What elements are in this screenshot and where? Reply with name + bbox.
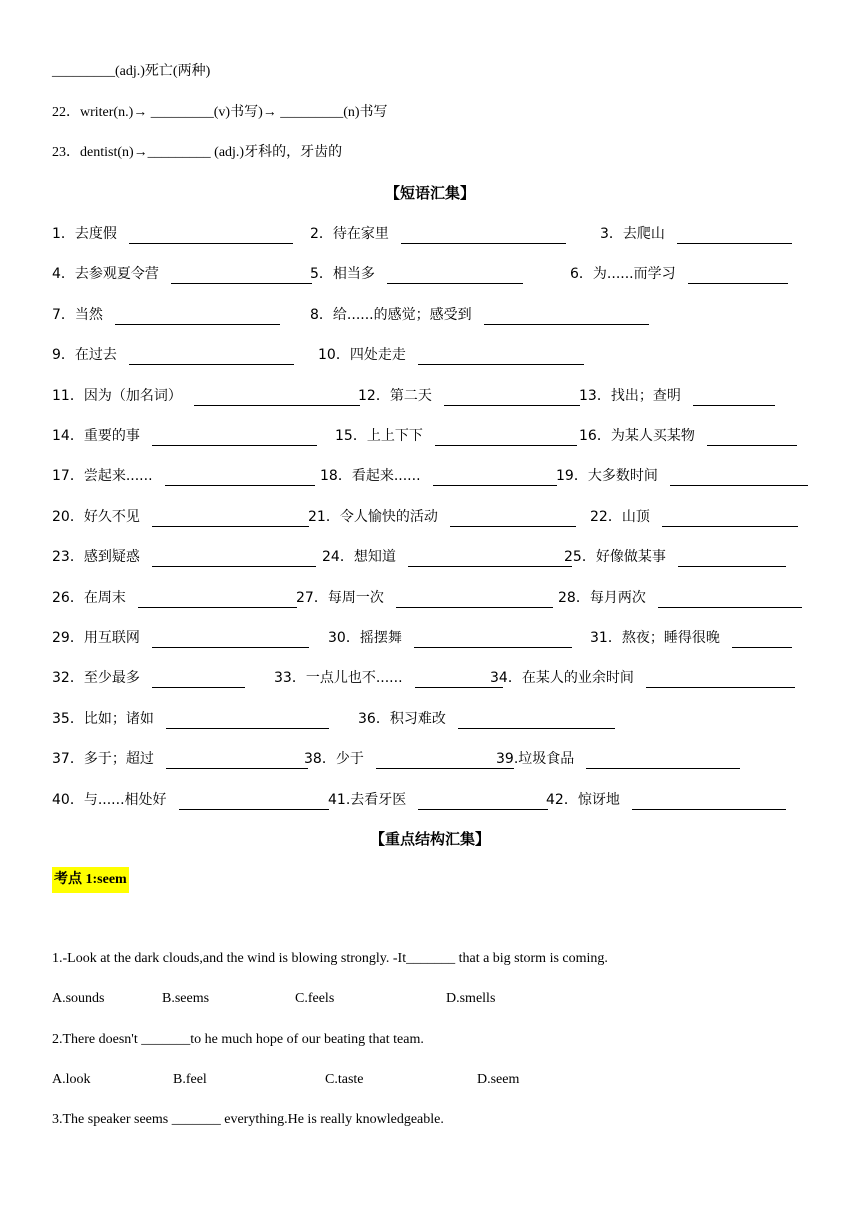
phrase-item bbox=[52, 507, 309, 527]
answer-blank[interactable] bbox=[433, 470, 557, 486]
phrase-text: 相当多 bbox=[332, 266, 375, 283]
phrase-text: 山顶 bbox=[621, 508, 650, 525]
phrase-number: 14． bbox=[52, 428, 84, 444]
phrase-text: 在周末 bbox=[83, 589, 126, 606]
answer-blank[interactable] bbox=[632, 794, 786, 810]
answer-blank[interactable] bbox=[670, 470, 808, 486]
phrase-number: 9． bbox=[52, 347, 75, 364]
phrase-text: 当然 bbox=[74, 306, 103, 323]
phrase-item bbox=[52, 386, 360, 406]
answer-blank[interactable] bbox=[376, 753, 514, 769]
phrase-text: 少于 bbox=[335, 751, 364, 768]
answer-blank[interactable] bbox=[387, 268, 523, 284]
answer-blank[interactable] bbox=[688, 268, 788, 284]
phrase-text: 多于；超过 bbox=[83, 751, 154, 768]
blank: _________ bbox=[52, 64, 115, 79]
phrase-item bbox=[335, 426, 577, 446]
phrase-item bbox=[310, 224, 566, 244]
phrase-number: 7． bbox=[52, 306, 75, 323]
phrase-item bbox=[590, 507, 798, 527]
phrase-item bbox=[579, 426, 797, 446]
phrase-row bbox=[52, 709, 797, 729]
phrase-text: 去看牙医 bbox=[350, 791, 407, 808]
phrase-item bbox=[496, 749, 740, 769]
phrase-text: 每周一次 bbox=[327, 589, 384, 606]
phrase-item bbox=[274, 668, 503, 688]
phrase-row bbox=[52, 547, 797, 567]
answer-blank[interactable] bbox=[129, 228, 293, 244]
phrase-item bbox=[310, 305, 649, 325]
phrase-item bbox=[322, 547, 572, 567]
phrase-row bbox=[52, 588, 797, 608]
answer-blank[interactable] bbox=[678, 551, 786, 567]
phrase-row bbox=[52, 305, 797, 325]
question-1-option-c: C.feels bbox=[295, 991, 335, 1006]
answer-blank[interactable] bbox=[152, 672, 245, 688]
answer-blank[interactable] bbox=[194, 390, 360, 406]
phrase-number: 4． bbox=[52, 266, 75, 283]
answer-blank[interactable] bbox=[414, 632, 572, 648]
phrase-item bbox=[304, 749, 514, 769]
question-2-stem: 2.There doesn't _______to he much hope of our beating that team. bbox=[52, 1032, 424, 1047]
phrase-number: 20． bbox=[52, 508, 84, 525]
phrase-number: 12． bbox=[358, 387, 390, 404]
phrase-heading: 【短语汇集】 bbox=[384, 184, 475, 202]
phrase-text: 为......而学习 bbox=[592, 266, 676, 283]
phrase-text: 用互联网 bbox=[83, 630, 140, 646]
question-1-option-d: D.smells bbox=[446, 991, 496, 1006]
phrase-text: 为某人买某物 bbox=[610, 428, 695, 444]
structure-heading: 【重点结构汇集】 bbox=[369, 830, 490, 848]
question-2-option-c: C.taste bbox=[325, 1072, 364, 1087]
answer-blank[interactable] bbox=[166, 713, 329, 729]
phrase-item bbox=[558, 588, 802, 608]
phrase-row bbox=[52, 749, 797, 769]
phrase-row bbox=[52, 628, 797, 648]
phrase-text: 看起来...... bbox=[351, 468, 421, 485]
answer-blank[interactable] bbox=[115, 309, 280, 325]
answer-blank[interactable] bbox=[418, 349, 584, 365]
phrase-number: 11． bbox=[52, 387, 84, 404]
phrase-number: 6． bbox=[570, 266, 593, 283]
answer-blank[interactable] bbox=[586, 753, 740, 769]
answer-blank[interactable] bbox=[707, 430, 797, 446]
phrase-item bbox=[52, 709, 329, 729]
phrase-item bbox=[328, 790, 548, 810]
phrase-item bbox=[52, 224, 293, 244]
answer-blank[interactable] bbox=[179, 794, 329, 810]
phrase-item bbox=[590, 628, 792, 648]
phrase-text: 好久不见 bbox=[83, 508, 140, 525]
phrase-row bbox=[52, 264, 797, 284]
phrase-text: 一点儿也不...... bbox=[305, 670, 403, 687]
phrase-item bbox=[308, 507, 576, 527]
phrase-text: 想知道 bbox=[353, 549, 396, 566]
phrase-item bbox=[328, 628, 572, 648]
phrase-row bbox=[52, 507, 797, 527]
question-1-option-a: A.sounds bbox=[52, 991, 105, 1006]
phrase-number: 38． bbox=[304, 751, 336, 768]
phrase-item bbox=[579, 386, 775, 406]
phrase-text: 上上下下 bbox=[366, 428, 423, 444]
answer-blank[interactable] bbox=[152, 430, 317, 446]
phrase-item bbox=[490, 668, 795, 688]
answer-blank[interactable] bbox=[152, 511, 309, 527]
phrase-item bbox=[52, 790, 329, 810]
phrase-text: 熬夜；睡得很晚 bbox=[621, 630, 720, 646]
answer-blank[interactable] bbox=[484, 309, 649, 325]
phrase-text: 待在家里 bbox=[332, 226, 389, 242]
phrase-number: 39. bbox=[496, 751, 519, 768]
answer-blank[interactable] bbox=[152, 632, 309, 648]
phrase-text: 大多数时间 bbox=[587, 468, 658, 485]
answer-blank[interactable] bbox=[401, 228, 566, 244]
phrase-number: 34． bbox=[490, 670, 522, 687]
phrase-text: 垃圾食品 bbox=[518, 751, 575, 768]
phrase-number: 41. bbox=[328, 791, 351, 808]
answer-blank[interactable] bbox=[444, 390, 580, 406]
phrase-number: 1． bbox=[52, 226, 75, 242]
phrase-text: 四处走走 bbox=[349, 347, 406, 364]
phrase-number: 26． bbox=[52, 589, 84, 606]
phrase-row bbox=[52, 466, 797, 486]
phrase-item bbox=[52, 668, 245, 688]
phrase-item bbox=[52, 547, 316, 567]
question-2-option-d: D.seem bbox=[477, 1072, 520, 1087]
question-1-option-b: B.seems bbox=[162, 991, 210, 1006]
answer-blank[interactable] bbox=[152, 551, 316, 567]
phrase-text: 惊讶地 bbox=[577, 791, 620, 808]
phrase-text: 与......相处好 bbox=[83, 791, 167, 808]
phrase-text: 第二天 bbox=[389, 387, 432, 404]
answer-blank[interactable] bbox=[129, 349, 294, 365]
answer-blank[interactable] bbox=[458, 713, 615, 729]
phrase-item bbox=[546, 790, 786, 810]
phrase-text: 感到疑惑 bbox=[83, 549, 140, 566]
phrase-item bbox=[358, 709, 615, 729]
answer-blank[interactable] bbox=[396, 592, 553, 608]
phrase-row bbox=[52, 668, 797, 688]
phrase-item bbox=[556, 466, 808, 486]
phrase-item bbox=[52, 466, 315, 486]
phrase-item bbox=[296, 588, 553, 608]
phrase-number: 28． bbox=[558, 589, 590, 606]
phrase-number: 15． bbox=[335, 428, 367, 444]
phrase-item bbox=[52, 264, 312, 284]
answer-blank[interactable] bbox=[418, 794, 548, 810]
phrase-row bbox=[52, 224, 797, 244]
answer-blank[interactable] bbox=[165, 470, 315, 486]
phrase-number: 29． bbox=[52, 630, 84, 646]
phrase-number: 35． bbox=[52, 710, 84, 727]
question-1-stem: 1.-Look at the dark clouds,and the wind is blowing strongly. -It_______ that a big storm is coming. bbox=[52, 951, 608, 966]
phrase-text: 因为（加名词） bbox=[83, 387, 182, 404]
phrase-item bbox=[570, 264, 788, 284]
phrase-number: 25． bbox=[564, 549, 596, 566]
phrase-number: 8． bbox=[310, 306, 333, 323]
answer-blank[interactable] bbox=[450, 511, 576, 527]
phrase-number: 31． bbox=[590, 630, 622, 646]
phrase-number: 5． bbox=[310, 266, 333, 283]
phrase-text: 去度假 bbox=[74, 226, 117, 242]
phrase-number: 40． bbox=[52, 791, 84, 808]
phrase-number: 27． bbox=[296, 589, 328, 606]
phrase-text: 去爬山 bbox=[622, 226, 665, 242]
phrase-text: 在某人的业余时间 bbox=[521, 670, 634, 687]
answer-blank[interactable] bbox=[646, 672, 795, 688]
top-line-1: _________(adj.)死亡(两种) bbox=[52, 64, 211, 79]
phrase-number: 19． bbox=[556, 468, 588, 485]
answer-blank[interactable] bbox=[662, 511, 798, 527]
phrase-item bbox=[600, 224, 792, 244]
phrase-number: 36． bbox=[358, 710, 390, 727]
phrase-item bbox=[318, 345, 584, 365]
answer-blank[interactable] bbox=[408, 551, 572, 567]
phrase-number: 30． bbox=[328, 630, 360, 646]
phrase-text: 摇摆舞 bbox=[359, 630, 402, 646]
phrase-item bbox=[52, 628, 309, 648]
phrase-item bbox=[320, 466, 557, 486]
phrase-row bbox=[52, 790, 797, 810]
answer-blank[interactable] bbox=[693, 390, 775, 406]
phrase-text: 在过去 bbox=[74, 347, 117, 364]
phrase-number: 42． bbox=[546, 791, 578, 808]
question-3-stem: 3.The speaker seems _______ everything.He is really knowledgeable. bbox=[52, 1112, 444, 1127]
top-line-23: 23．dentist(n)→_________ (adj.)牙科的，牙齿的 bbox=[52, 145, 343, 160]
phrase-text: 令人愉快的活动 bbox=[339, 508, 438, 525]
question-2-option-a: A.look bbox=[52, 1072, 91, 1087]
phrase-text: 至少最多 bbox=[83, 670, 140, 687]
phrase-item bbox=[52, 588, 297, 608]
key-point-label: 考点 1:seem bbox=[52, 867, 129, 893]
phrase-text: 每月两次 bbox=[589, 589, 646, 606]
phrase-number: 22． bbox=[590, 508, 622, 525]
phrase-text: 积习难改 bbox=[389, 710, 446, 727]
phrase-item bbox=[52, 305, 280, 325]
phrase-number: 21． bbox=[308, 508, 340, 525]
phrase-row bbox=[52, 426, 797, 446]
phrase-item bbox=[564, 547, 786, 567]
answer-blank[interactable] bbox=[732, 632, 792, 648]
phrase-item bbox=[52, 426, 317, 446]
phrase-number: 2． bbox=[310, 226, 333, 242]
phrase-number: 24． bbox=[322, 549, 354, 566]
phrase-text: 好像做某事 bbox=[595, 549, 666, 566]
phrase-text: 尝起来...... bbox=[83, 468, 153, 485]
answer-blank[interactable] bbox=[166, 753, 308, 769]
phrase-row bbox=[52, 345, 797, 365]
phrase-number: 37． bbox=[52, 751, 84, 768]
question-2-option-b: B.feel bbox=[173, 1072, 207, 1087]
phrase-number: 16． bbox=[579, 428, 611, 444]
phrase-number: 23． bbox=[52, 549, 84, 566]
phrase-text: 比如；诸如 bbox=[83, 710, 154, 727]
phrase-text: 找出；查明 bbox=[610, 387, 681, 404]
phrase-number: 17． bbox=[52, 468, 84, 485]
phrase-text: 重要的事 bbox=[83, 428, 140, 444]
answer-blank[interactable] bbox=[138, 592, 297, 608]
answer-blank[interactable] bbox=[658, 592, 802, 608]
phrase-text: 去参观夏令营 bbox=[74, 266, 159, 283]
answer-blank[interactable] bbox=[171, 268, 312, 284]
phrase-row bbox=[52, 386, 797, 406]
phrase-item bbox=[310, 264, 523, 284]
top-line-22: 22．writer(n.)→ _________(v)书写)→ _________(n)书写 bbox=[52, 105, 388, 120]
phrase-number: 33． bbox=[274, 670, 306, 687]
phrase-item bbox=[52, 749, 308, 769]
phrase-number: 10． bbox=[318, 347, 350, 364]
phrase-number: 13． bbox=[579, 387, 611, 404]
phrase-number: 18． bbox=[320, 468, 352, 485]
phrase-item bbox=[358, 386, 580, 406]
phrase-number: 3． bbox=[600, 226, 623, 242]
answer-blank[interactable] bbox=[677, 228, 792, 244]
phrase-number: 32． bbox=[52, 670, 84, 687]
phrase-item bbox=[52, 345, 294, 365]
answer-blank[interactable] bbox=[435, 430, 577, 446]
phrase-text: 给......的感觉；感受到 bbox=[332, 306, 472, 323]
